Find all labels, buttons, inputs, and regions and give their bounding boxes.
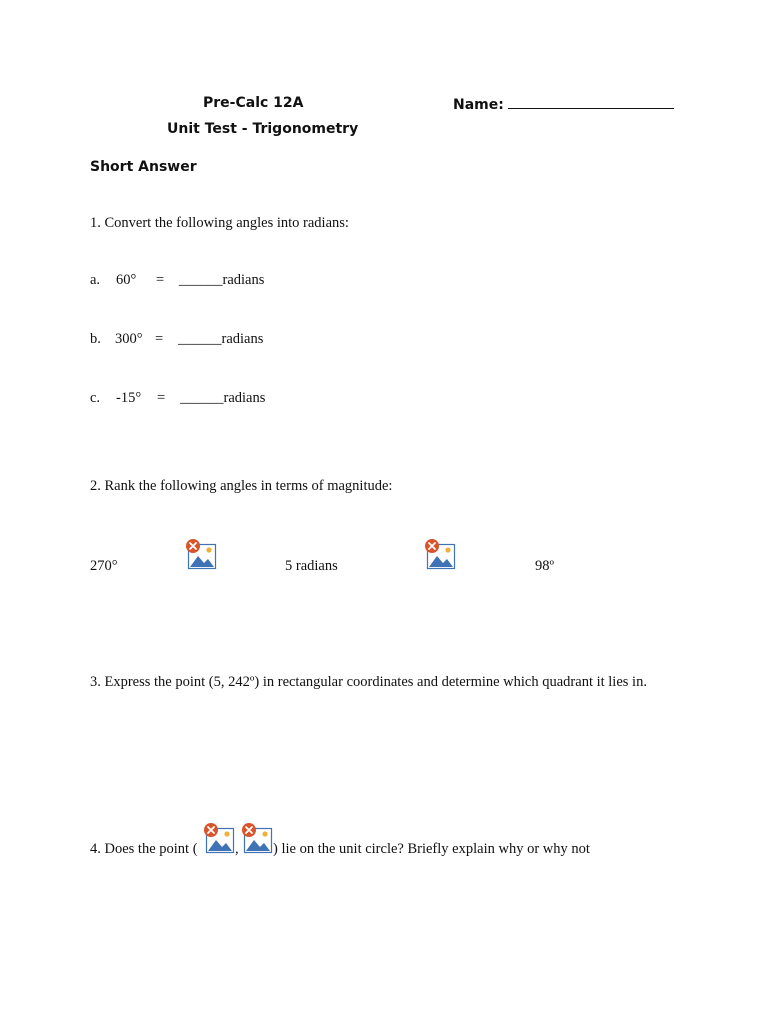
course-title: Pre-Calc 12A: [203, 95, 304, 111]
q1-item-c-eq: =: [157, 390, 166, 406]
q1-item-a-angle: 60°: [116, 272, 137, 288]
item-letter: c.: [90, 390, 101, 406]
q2-value-1: 270°: [90, 558, 118, 574]
q4-suffix: ) lie on the unit circle? Briefly explain why or why not: [273, 841, 590, 857]
q1-item-b-answer[interactable]: ______radians: [178, 331, 264, 347]
q1-item-a-eq: =: [156, 272, 165, 288]
broken-image-icon: [424, 538, 456, 570]
q2-prompt: 2. Rank the following angles in terms of magnitude:: [90, 478, 393, 494]
q1-item-c-angle: -15°: [116, 390, 142, 406]
q1-item-a-answer[interactable]: ______radians: [179, 272, 265, 288]
name-label: Name:: [453, 97, 504, 113]
test-title: Unit Test - Trigonometry: [167, 121, 359, 137]
broken-image-icon: [185, 538, 217, 570]
broken-image-icon: [203, 822, 235, 854]
q1-item-b-eq: =: [155, 331, 164, 347]
q2-value-2: 5 radians: [285, 558, 338, 574]
q1-item-b: [90, 331, 101, 348]
name-blank[interactable]: [508, 95, 674, 109]
broken-image-icon: [241, 822, 273, 854]
q1-prompt: 1. Convert the following angles into radians:: [90, 215, 349, 231]
q4-separator: ,: [235, 841, 239, 857]
q1-item-a: [90, 272, 100, 289]
q1-item-b-angle: 300°: [115, 331, 143, 347]
q1-item-c: [90, 390, 100, 407]
q3-prompt: 3. Express the point (5, 242º) in rectangular coordinates and determine which quadrant it lies in.: [90, 674, 647, 690]
section-title: Short Answer: [90, 159, 197, 175]
item-letter: b.: [90, 331, 101, 347]
name-field[interactable]: [453, 95, 674, 113]
q2-value-3: 98º: [535, 558, 554, 574]
q1-item-c-answer[interactable]: ______radians: [180, 390, 266, 406]
q4-prefix: 4. Does the point (: [90, 841, 198, 857]
item-letter: a.: [90, 272, 101, 288]
